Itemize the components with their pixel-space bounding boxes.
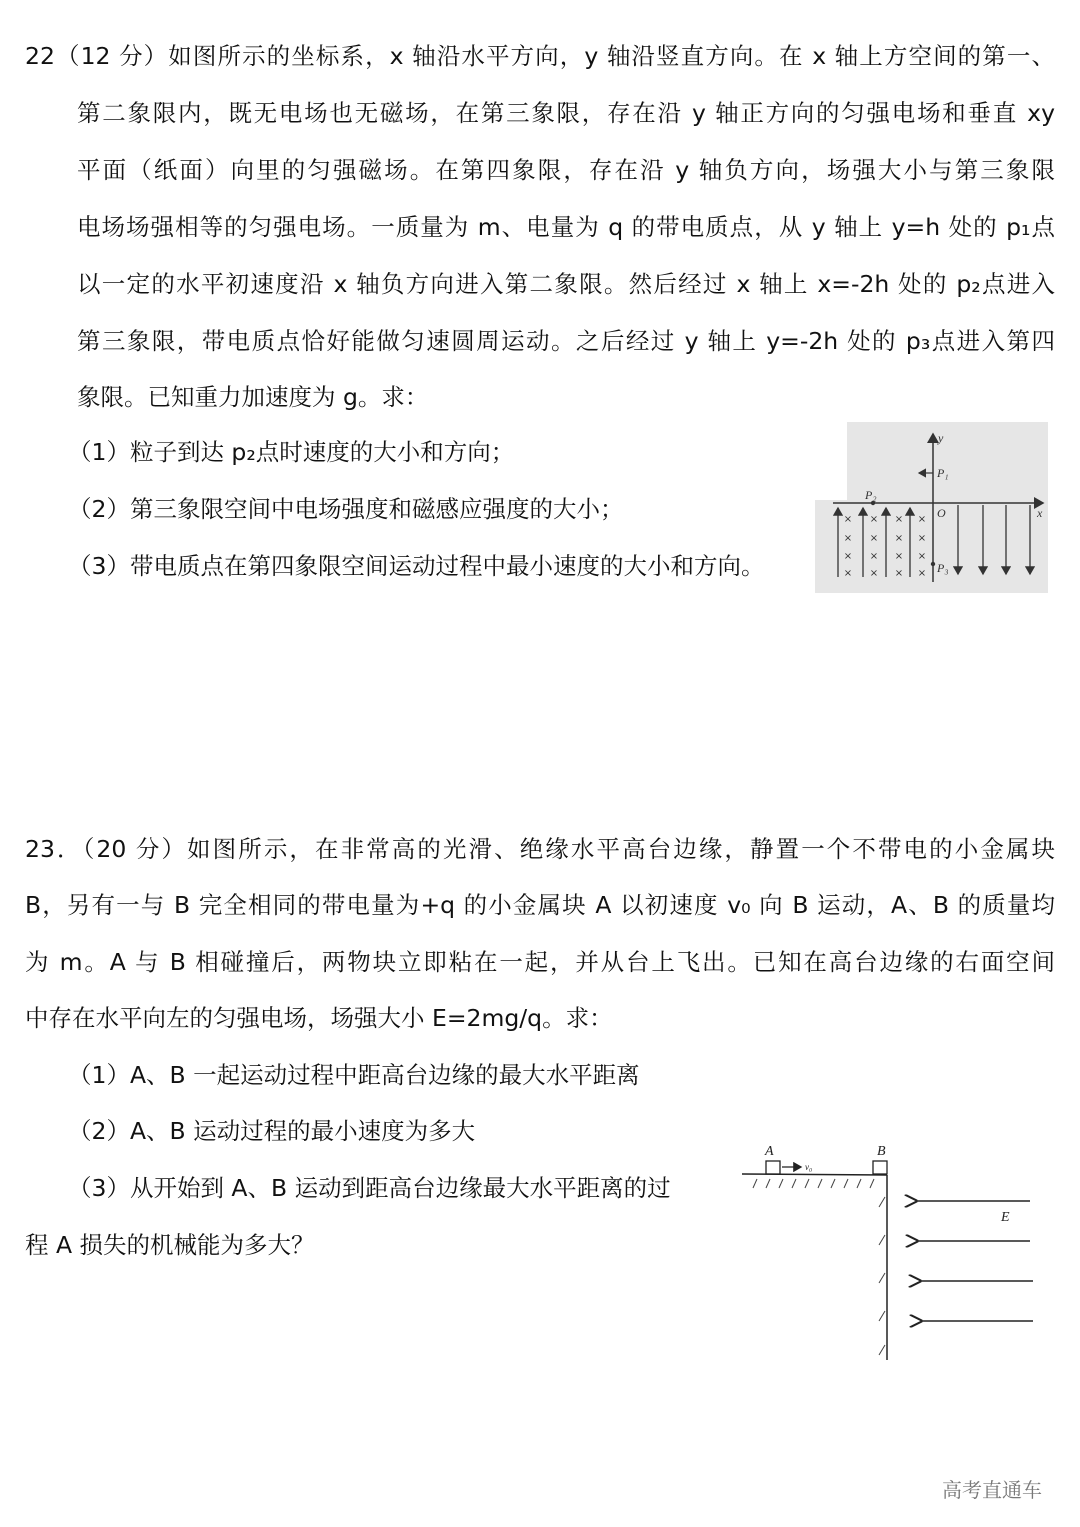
svg-text:×: × [843,551,853,562]
svg-text:×: × [869,533,879,544]
label-e: E [1001,1210,1010,1225]
p2-label: P₂ [865,488,877,502]
q23-line: 为 m。A 与 B 相碰撞后，两物块立即粘在一起，并从台上飞出。已知在高台边缘的右面空间 [25,948,1055,976]
p1-label: P₁ [937,466,949,480]
svg-text:×: × [917,568,927,579]
svg-text:×: × [894,568,904,579]
svg-text:×: × [894,533,904,544]
svg-text:×: × [917,551,927,562]
q23-subquestion-2: （2）A、B 运动过程的最小速度为多大 [68,1117,476,1145]
q23-subquestion-1: （1）A、B 一起运动过程中距高台边缘的最大水平距离 [68,1061,640,1089]
svg-text:×: × [843,533,853,544]
q22-line: 电场场强相等的匀强电场。一质量为 m、电量为 q 的带电质点，从 y 轴上 y=h 处的 p₁点 [77,213,1055,241]
block-b [873,1161,887,1174]
label-v0: v₀ [805,1162,813,1172]
svg-text:×: × [869,551,879,562]
label-a: A [765,1144,774,1159]
q22-subquestion-2: （2）第三象限空间中电场强度和磁感应强度的大小； [68,495,624,523]
y-axis-label: y [938,431,944,445]
q23-platform-figure [735,1135,1045,1365]
origin-label: O [937,506,946,520]
x-axis-label: x [1037,506,1043,520]
q22-coordinate-figure [815,422,1048,593]
q23-subquestion-3-cont: 程 A 损失的机械能为多大？ [25,1231,315,1259]
label-b: B [877,1144,886,1159]
q22-subquestion-1: （1）粒子到达 p₂点时速度的大小和方向； [68,438,515,466]
q23-line: 中存在水平向左的匀强电场，场强大小 E=2mg/q。求： [25,1004,613,1032]
svg-text:×: × [917,533,927,544]
q23-line: 23．（20 分）如图所示，在非常高的光滑、绝缘水平高台边缘，静置一个不带电的小金属块 [25,835,1055,863]
svg-text:×: × [843,568,853,579]
block-a [766,1161,780,1174]
q22-line: 象限。已知重力加速度为 g。求： [77,383,429,411]
svg-text:×: × [843,514,853,525]
q22-line: 第二象限内，既无电场也无磁场，在第三象限，存在沿 y 轴正方向的匀强电场和垂直 xy [77,99,1055,127]
svg-text:×: × [917,514,927,525]
watermark: 高考直通车 [942,1478,1042,1502]
q23-line: B，另有一与 B 完全相同的带电量为+q 的小金属块 A 以初速度 v₀ 向 B 运动，A、B 的质量均 [25,891,1055,919]
q23-subquestion-3: （3）从开始到 A、B 运动到距高台边缘最大水平距离的过 [68,1174,671,1202]
q22-line: 第三象限，带电质点恰好能做匀速圆周运动。之后经过 y 轴上 y=-2h 处的 p₃点进入第四 [77,327,1055,355]
q22-line: 以一定的水平初速度沿 x 轴负方向进入第二象限。然后经过 x 轴上 x=-2h 处的 p₂点进入 [77,270,1055,298]
svg-text:×: × [894,514,904,525]
q22-line: 平面（纸面）向里的匀强磁场。在第四象限，存在沿 y 轴负方向，场强大小与第三象限 [77,156,1055,184]
p3-label: P₃ [937,561,949,575]
q22-line: 22（12 分）如图所示的坐标系，x 轴沿水平方向，y 轴沿竖直方向。在 x 轴上方空间的第一、 [25,42,1055,70]
q22-subquestion-3: （3）带电质点在第四象限空间运动过程中最小速度的大小和方向。 [68,552,765,580]
svg-text:×: × [869,568,879,579]
svg-text:×: × [894,551,904,562]
svg-text:×: × [869,514,879,525]
